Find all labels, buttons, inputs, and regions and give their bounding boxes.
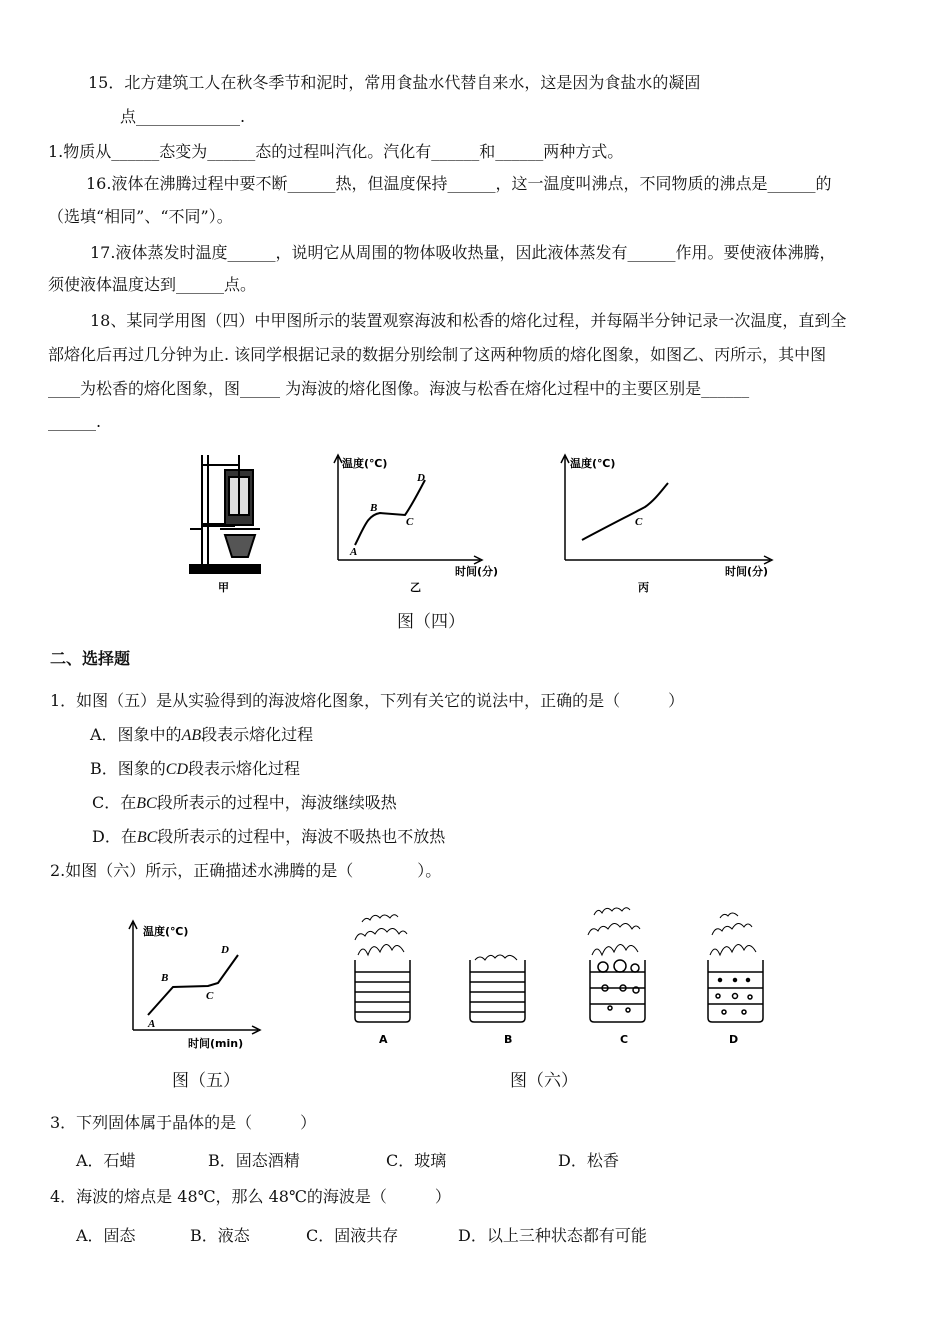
yi-point-c: C	[406, 516, 414, 528]
choice-q4-option-c: C．固液共存	[306, 1226, 399, 1245]
fig5-point-a: A	[148, 1018, 156, 1030]
fig5-point-d: D	[221, 944, 229, 956]
q1-fill: 1.物质从______态变为______态的过程叫汽化。汽化有______和______两种方式。	[48, 142, 624, 161]
choice-q3-option-d: D．松香	[558, 1151, 619, 1170]
fig5-point-b: B	[161, 972, 169, 984]
q18-line4: ______.	[48, 412, 102, 431]
section2-title: 二、选择题	[50, 649, 131, 668]
segment-label: CD	[165, 761, 188, 778]
label-bing: 丙	[638, 581, 649, 594]
yi-point-d: D	[417, 472, 425, 484]
option-text: B．图象的	[90, 759, 166, 778]
yi-y-axis: 温度(℃)	[342, 457, 388, 470]
fig5-x-axis: 时间(min)	[188, 1037, 244, 1050]
yi-point-b: B	[370, 502, 378, 514]
choice-q3-option-a: A．石蜡	[76, 1151, 136, 1170]
bing-point-c: C	[635, 516, 643, 528]
label-jia: 甲	[218, 581, 229, 594]
q17-line1: 17.液体蒸发时温度______，说明它从周围的物体吸收热量，因此液体蒸发有______作用。要使液体沸腾，	[90, 243, 836, 262]
chart-bing	[561, 455, 772, 564]
yi-point-a: A	[350, 546, 358, 558]
yi-x-axis: 时间(分)	[455, 565, 499, 578]
option-text: C．在	[92, 793, 137, 812]
q15-line2: 点_____________.	[120, 107, 246, 126]
choice-q1-option-a	[90, 724, 313, 747]
choice-q1-option-d	[92, 826, 445, 849]
q18-line1: 18、某同学用图（四）中甲图所示的装置观察海波和松香的熔化过程，并每隔半分钟记录一次温度，直到全	[90, 311, 847, 330]
segment-label: AB	[181, 727, 202, 744]
choice-q3-stem: 3．下列固体属于晶体的是（ ）	[50, 1113, 317, 1132]
label-yi: 乙	[410, 581, 421, 594]
beaker-c	[588, 908, 645, 1022]
choice-q4-option-a: A．固态	[76, 1226, 136, 1245]
q18-line2: 部熔化后再过几分钟为止. 该同学根据记录的数据分别绘制了这两种物质的熔化图象，如图乙、丙所示，其中图	[48, 345, 827, 364]
option-text: 段所表示的过程中，海波继续吸热	[156, 793, 397, 812]
q16-line2: （选填“相同”、“不同”）。	[48, 207, 233, 226]
choice-q2-stem: 2.如图（六）所示，正确描述水沸腾的是（ ）。	[50, 861, 442, 880]
choice-q3-option-b: B．固态酒精	[208, 1151, 300, 1170]
fig6-label-a: A	[379, 1033, 388, 1046]
choice-q1-option-c	[92, 792, 397, 815]
segment-label: BC	[136, 829, 158, 846]
option-text: 段所表示的过程中，海波不吸热也不放热	[157, 827, 446, 846]
q16-line1: 16.液体在沸腾过程中要不断______热，但温度保持______，这一温度叫沸点，不同物质的沸点是______的	[86, 174, 832, 193]
fig6-label-d: D	[729, 1033, 739, 1046]
fig5-point-c: C	[206, 990, 214, 1002]
choice-q4-option-d: D．以上三种状态都有可能	[458, 1226, 647, 1245]
figure4	[180, 445, 780, 595]
figure5	[118, 915, 268, 1055]
apparatus-jia	[190, 455, 260, 573]
choice-q3-option-c: C．玻璃	[386, 1151, 447, 1170]
choice-q4-option-b: B．液态	[190, 1226, 250, 1245]
segment-label: BC	[136, 795, 157, 812]
fig6-label-c: C	[620, 1033, 629, 1046]
fig6-label-b: B	[504, 1033, 513, 1046]
option-text: 段表示熔化过程	[201, 725, 314, 744]
choice-q1-option-b	[90, 758, 300, 781]
beaker-d	[708, 913, 763, 1022]
figure6	[340, 900, 780, 1050]
q15-line1: 15．北方建筑工人在秋冬季节和泥时，常用食盐水代替自来水，这是因为食盐水的凝固	[88, 73, 701, 92]
fig5-y-axis: 温度(℃)	[143, 925, 189, 938]
figure4-caption: 图（四）	[397, 612, 465, 632]
bing-y-axis: 温度(℃)	[570, 457, 616, 470]
option-text: A．图象中的	[90, 725, 182, 744]
option-text: 段表示熔化过程	[188, 759, 301, 778]
q17-line2: 须使液体温度达到______点。	[48, 275, 257, 294]
figure6-caption: 图（六）	[510, 1071, 578, 1091]
beaker-a	[355, 915, 410, 1022]
beaker-b	[470, 955, 525, 1022]
choice-q1-stem: 1．如图（五）是从实验得到的海波熔化图象，下列有关它的说法中，正确的是（ ）	[50, 691, 685, 710]
choice-q4-stem: 4．海波的熔点是 48℃，那么 48℃的海波是（ ）	[50, 1187, 451, 1206]
option-text: D．在	[92, 827, 137, 846]
bing-x-axis: 时间(分)	[725, 565, 769, 578]
q18-line3: ____为松香的熔化图象，图_____ 为海波的熔化图像。海波与松香在熔化过程中的主要区别是______	[48, 379, 750, 398]
figure5-caption: 图（五）	[172, 1071, 240, 1091]
